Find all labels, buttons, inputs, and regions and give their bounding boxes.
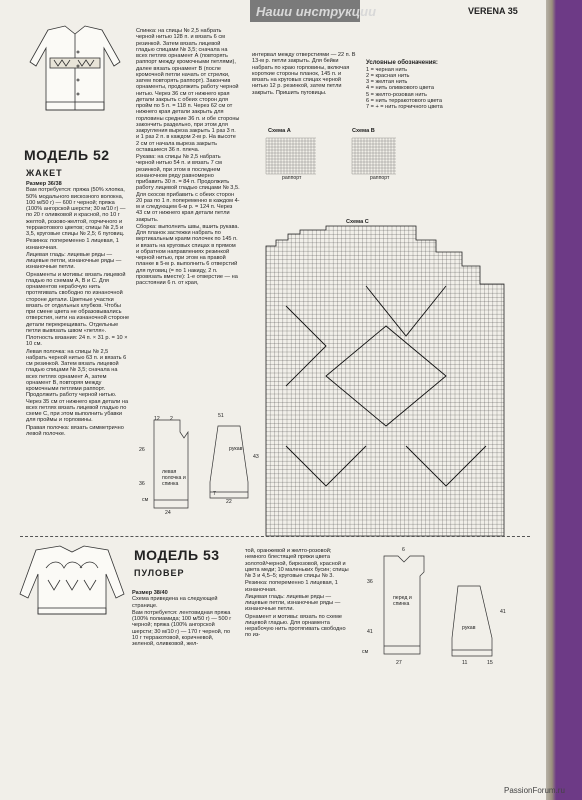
ornament-paragraph: Орнамент и мотивы: вязать по схеме лицевой гладью. Для орнамента нерабочую нить протягивать свободно по из- bbox=[245, 613, 346, 639]
measure-53-27: 27 bbox=[396, 660, 402, 666]
ornaments-paragraph: Орнаменты и мотивы: вязать лицевой гладью по схемам А, В и С. Для орнаментов нерабочую нить протягивать свободно по изнаночной стороне детали. Цветные участки вязать от отдельных клубков. Чтобы при смене цвета не образовывались отверстия, нити на изнаночной стороне детали перекрещивать. Отдельные петли вывязать швом «петля». bbox=[26, 271, 130, 334]
back-paragraph: Спинка: на спицы № 2,5 набрать черной нитью 128 п. и вязать 6 см резинкой. Затем вязать лицевой гладью спицами № 3,5; сначала на всех петлях орнамент А (повторять раппорт между кромочными петлями), далее вязать орнамент В (после кромочной петли начать от стрелки, затем повторять раппорт). Закончив орнаменты, продолжить работу черной нитью. Через 36 см от нижнего края детали закрыть с обеих сторон для пройм по 5 п. = 118 п. Через 62 см от нижнего края детали закрыть для горловины средние 36 п. и обе стороны закончить раздельно, при этом для закругления выреза закрыть 1 раз 3 п. и 1 раз 2 п. в каждом 2-м р. На высоте 2 см от начала выреза закрыть оставшиеся 36 п. плеча. bbox=[136, 28, 240, 153]
legend-item: 3 = желтая нить bbox=[366, 79, 408, 86]
rib-paragraph: Резинка: попеременно 1 лицевая, 1 изнаночная. bbox=[26, 238, 119, 251]
model53-sketch bbox=[16, 544, 128, 618]
model52-subtitle: ЖАКЕТ bbox=[26, 168, 63, 178]
magazine-name bbox=[468, 6, 518, 16]
model53-pattern-pieces bbox=[362, 546, 522, 670]
magazine-label: VERENA bbox=[468, 6, 506, 16]
scheme-b-chart bbox=[352, 138, 396, 174]
gauge-paragraph: Плотность вязания: 24 п. × 31 р. = 10 × 10 см. bbox=[26, 335, 128, 348]
scheme-b-label: Схема В bbox=[352, 128, 375, 134]
measure-24: 24 bbox=[165, 510, 171, 516]
model52-column-2 bbox=[136, 28, 240, 286]
measure-7: 7 bbox=[213, 491, 216, 497]
model52-column-3 bbox=[252, 52, 356, 96]
separator bbox=[20, 536, 530, 537]
size-line: Размер 38/40 bbox=[132, 590, 168, 596]
measure-26: 26 bbox=[139, 447, 145, 453]
legend bbox=[366, 60, 516, 110]
measure-unit: см bbox=[142, 497, 149, 503]
measure-53-unit: см bbox=[362, 649, 369, 655]
measure-53-sleeve-41: 41 bbox=[500, 609, 506, 615]
scheme-b-rapport: раппорт bbox=[370, 175, 390, 181]
measure-43: 43 bbox=[253, 454, 259, 460]
scheme-c-chart bbox=[266, 226, 504, 536]
assembly-paragraph: Сборка: выполнить швы, вшить рукава. Для планок застежки набрать по вертикальным краям полочек по 145 п. и вязать на круговых спицах в прямом и обратном направлениях резинкой черной нитью, при этом на правой планке в 5-м р. выполнить 6 отверстий для пуговиц (= по 1 накиду, 2 п. провязать вместе): 1-е отверстие — на расстоянии 6 п. от края, bbox=[136, 223, 240, 286]
legend-title: Условные обозначения: bbox=[366, 60, 438, 66]
pattern-label-left-front: левая полочка и спинка bbox=[162, 469, 186, 487]
rib-paragraph: Резинка: попеременно 1 лицевая, 1 изнаночная. bbox=[245, 580, 338, 593]
pattern-label-sleeve: рукав bbox=[229, 446, 243, 452]
measure-12: 12 bbox=[154, 416, 160, 422]
legend-item: 2 = красная нить bbox=[366, 72, 410, 79]
measure-2: 2 bbox=[170, 416, 173, 422]
materials-paragraph: Вам потребуется: лентовидная пряжа (100% полиамида; 100 м/50 г) — 500 г черной; пряжа (100% ангорской шерсти; 30 м/10 г) — 170 г черной, по 10 г терракотовой, коричневой, зеленой, оливковой, жел- bbox=[132, 609, 232, 647]
scheme-c-outline bbox=[266, 226, 504, 536]
size-line: Размер 36/38 bbox=[26, 181, 62, 187]
legend-item: 6 = нить терракотового цвета bbox=[366, 97, 443, 104]
scheme-a-chart bbox=[266, 138, 316, 174]
measure-36: 36 bbox=[139, 481, 145, 487]
legend-item: 5 = желто-розовая нить bbox=[366, 91, 427, 98]
sleeves-paragraph: Рукава: на спицы № 2,5 набрать черной нитью 54 п. и вязать 7 см резинкой, при этом в последнем изнаночном ряду равномерно прибавить 30 п. = 84 п. Продолжить работу лицевой гладью спицами № 3,5. Для скосов прибавить с обеих сторон 20 раз по 1 п. попеременно в каждом 4-м и следующем 6-м р. = 124 п. Через 43 см от нижнего края детали петли закрыть. bbox=[136, 154, 240, 223]
scheme-a-label: Схема А bbox=[268, 128, 291, 134]
measure-22: 22 bbox=[226, 499, 232, 505]
measure-53-sleeve-11: 11 bbox=[462, 660, 468, 666]
pattern-label-front: перед и спинка bbox=[393, 595, 412, 607]
measure-53-6: 6 bbox=[402, 547, 405, 553]
measure-53-41: 41 bbox=[367, 629, 373, 635]
scheme-c-label: Схема С bbox=[346, 219, 369, 225]
section-title: Наши инструкции bbox=[256, 4, 377, 19]
model53-title: МОДЕЛЬ 53 bbox=[134, 547, 220, 563]
legend-item: 7 = + = нить горчичного цвета bbox=[366, 104, 443, 111]
model53-column-2 bbox=[245, 548, 349, 639]
right-front-paragraph: Правая полочка: вязать симметрично левой полочке. bbox=[26, 424, 124, 437]
measure-53-36: 36 bbox=[367, 579, 373, 585]
materials-paragraph: Вам потребуется: пряжа (50% хлопка, 50% модального вискозного волокна, 100 м/50 г) — 600 г черной; пряжа (100% ангорской шерсти; 30 м/10 г) — по 20 г оливковой и красной, по 10 г желтой, розово-желтой, горчичного и терракотового цветов; спицы № 2,5 и 3,5, круговые спицы № 2,5; 6 пуговиц. bbox=[26, 187, 126, 237]
model53-subtitle: ПУЛОВЕР bbox=[134, 568, 185, 578]
model52-column-1 bbox=[26, 181, 130, 437]
model53-column-1 bbox=[132, 590, 236, 647]
measure-53-sleeve-15: 15 bbox=[487, 660, 493, 666]
model52-title: МОДЕЛЬ 52 bbox=[24, 147, 110, 163]
scheme-c-motif bbox=[286, 286, 486, 486]
page-number: 35 bbox=[507, 6, 518, 16]
stockinette-paragraph: Лицевая гладь: лицевые ряды — лицевые петли, изнаночные ряды — изнаночные петли. bbox=[245, 593, 341, 613]
legend-item: 4 = нить оливкового цвета bbox=[366, 85, 434, 92]
watermark: PassionForum.ru bbox=[504, 786, 565, 795]
left-front-paragraph: Левая полочка: на спицы № 2,5 набрать черной нитью 63 п. и вязать 6 см резинкой. Затем вязать лицевой гладью спицами № 3,5; сначала на всех петлях орнамент А, затем орнамент В, повторяя между кромочными петлями раппорт. Продолжить работу черной нитью. Через 35 см от нижнего края детали на всех петлях вязать лицевой гладью по схеме С, при этом выполнить убавки для проймы и горловины. bbox=[26, 348, 129, 424]
pattern-label-sleeve-53: рукав bbox=[462, 625, 476, 631]
model52-pattern-pieces bbox=[140, 412, 260, 522]
model52-sketch bbox=[20, 22, 130, 114]
buttonholes-paragraph: интервал между отверстиями — 22 п. В 13-м р. петли закрыть. Для бейки набрать по краю горловины, включая короткие стороны планок, 145 п. и вязать на круговых спицах черной нитью 12 р. резинкой, затем петли закрыть. Пришить пуговицы. bbox=[252, 52, 356, 96]
scheme-a-rapport: раппорт bbox=[282, 175, 302, 181]
measure-51: 51 bbox=[218, 413, 224, 419]
stockinette-paragraph: Лицевая гладь: лицевые ряды — лицевые петли, изнаночные ряды — изнаночные петли. bbox=[26, 251, 122, 271]
scheme-c-grid bbox=[266, 226, 504, 536]
scheme-note: Схема приведена на следующей странице. bbox=[132, 596, 218, 609]
materials-continued: той, оранжевой и желто-розовой; немного блестящей пряжи цвета золотой/черной, бирюзовой, красной и цвета меди; 10 маленьких бусин; спицы № 3 и 4,5–5; круговые спицы № 3. bbox=[245, 548, 349, 579]
legend-item: 1 = черная нить bbox=[366, 66, 408, 73]
page-edge bbox=[546, 0, 582, 800]
